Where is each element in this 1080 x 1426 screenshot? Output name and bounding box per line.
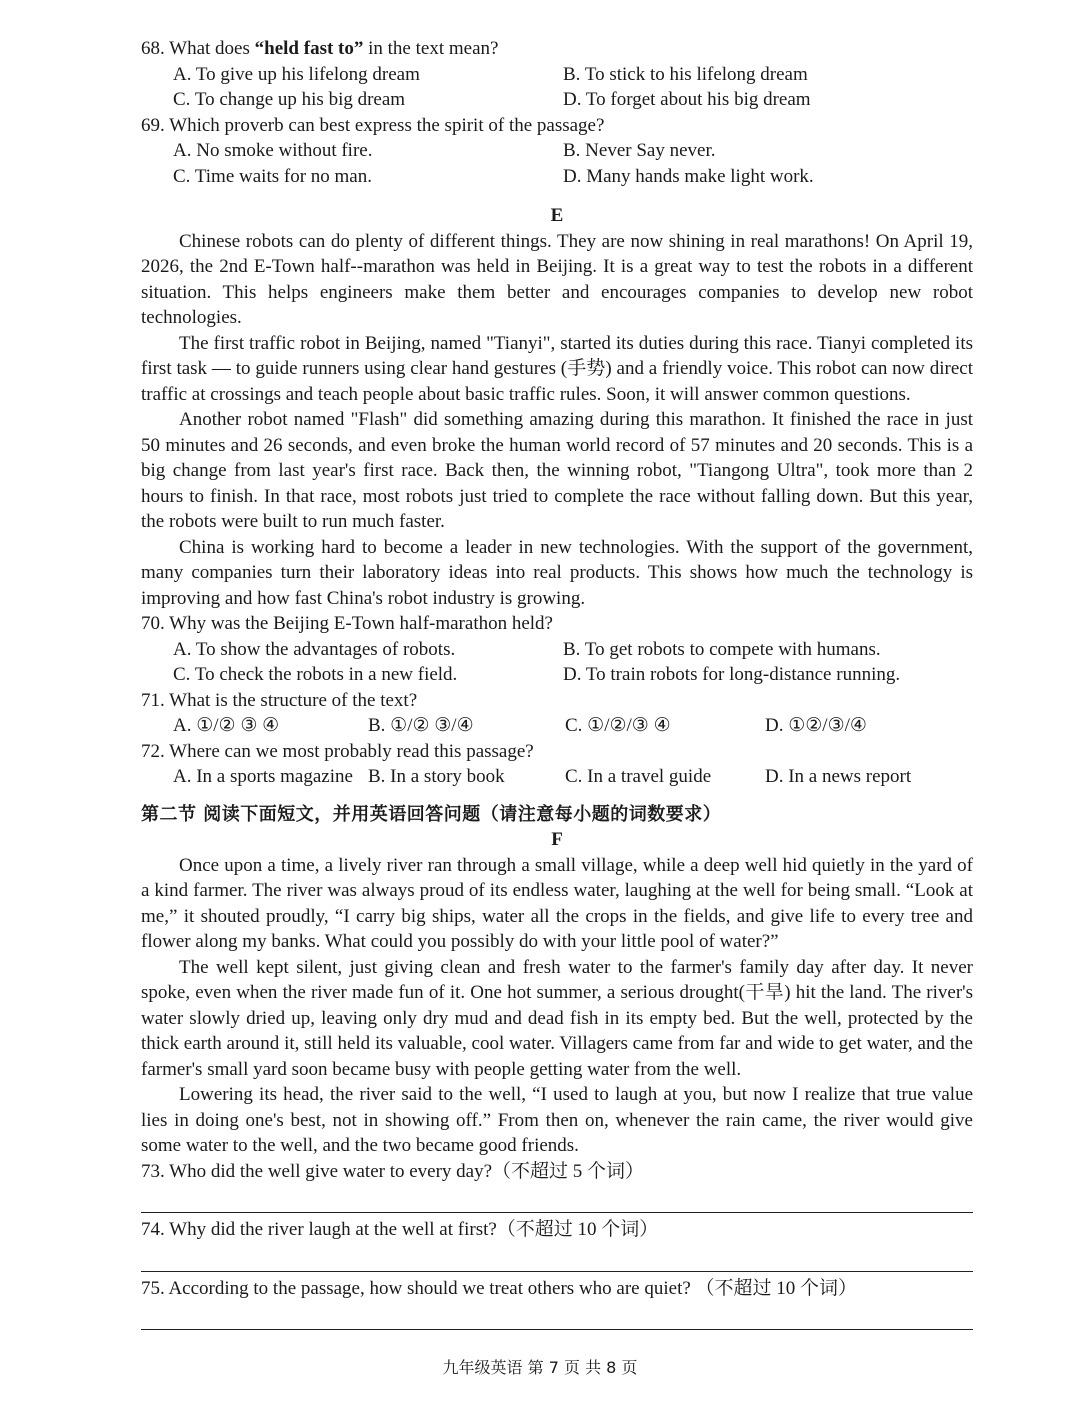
answer-line-73[interactable] [141, 1184, 973, 1213]
question-73-stem: 73. Who did the well give water to every day?（不超过 5 个词） [141, 1160, 645, 1182]
option-68-a: A. To give up his lifelong dream [173, 63, 420, 85]
option-70-b: B. To get robots to compete with humans. [563, 638, 881, 660]
option-69-c: C. Time waits for no man. [173, 165, 372, 187]
page-content [141, 36, 973, 1334]
section-e-paragraph-1: Chinese robots can do plenty of different things. They are now shining in real marathons! On April 19, 2026, the 2nd E-Town half--marathon was held in Beijing. It is a great way to test the robots in a different situation. This helps engineers make them better and encourages companies to develop new robot technologies. [141, 230, 973, 328]
section-f-passage [141, 853, 973, 1159]
option-72-a: A. In a sports magazine [173, 766, 353, 787]
question-73 [141, 1159, 973, 1214]
answer-line-75[interactable] [141, 1301, 973, 1330]
question-71 [141, 688, 973, 739]
option-68-d: D. To forget about his big dream [563, 89, 811, 110]
option-72-c: C. In a travel guide [565, 766, 712, 787]
section-e-paragraph-4: China is working hard to become a leader in new technologies. With the support of the government, many companies turn their laboratory ideas into real products. This shows how much the technology is improving and how fast China's robot industry is growing. [141, 536, 973, 609]
option-72-d: D. In a news report [765, 766, 912, 787]
option-71-d: D. ①②/③/④ [765, 715, 867, 736]
option-69-b: B. Never Say never. [563, 140, 716, 161]
option-68-b: B. To stick to his lifelong dream [563, 63, 808, 85]
section-e-passage [141, 229, 973, 612]
section-f-letter: F [551, 829, 563, 850]
question-69 [141, 113, 973, 190]
question-70-options [141, 637, 973, 688]
question-71-options [141, 713, 973, 739]
question-69-stem: 69. Which proverb can best express the spirit of the passage? [141, 114, 605, 136]
section-e-letter: E [550, 205, 564, 226]
section-e-paragraph-3: Another robot named "Flash" did something amazing during this marathon. It finished the race in just 50 minutes and 26 seconds, and even broke the human world record of 57 minutes and 20 seconds. This is a big change from last year's first race. Back then, the winning robot, "Tiangong Ultra", took more than 2 hours to finish. In that race, most robots just tried to complete the race without falling down. But this year, the robots were built to run much faster. [141, 409, 973, 532]
part-2-title: 第二节 阅读下面短文，并用英语回答问题（请注意每小题的词数要求） [141, 803, 722, 825]
question-72-options [141, 764, 973, 790]
question-68-options [141, 62, 973, 113]
section-f-paragraph-2: The well kept silent, just giving clean and fresh water to the farmer's family day after day. It never spoke, even when the river made fun of it. One hot summer, a serious drought(干旱) hit the land. The river's water slowly dried up, leaving only dry mud and dead fish in its empty bed. But the well, protected by the thick earth around it, still held its valuable, cool water. Villagers came from far and wide to get water, and the farmer's small yard soon became busy with people getting water from the well. [141, 956, 973, 1080]
section-f-paragraph-3: Lowering its head, the river said to the well, “I used to laugh at you, but now I realize that true value lies in doing one's best, not in showing off.” From then on, whenever the rain came, the river would give some water to the well, and the two became good friends. [141, 1084, 973, 1156]
question-75 [141, 1276, 973, 1331]
option-68-c: C. To change up his big dream [173, 89, 406, 110]
option-71-b: B. ①/② ③/④ [368, 715, 474, 736]
question-75-stem: 75. According to the passage, how should we treat others who are quiet? （不超过 10 个词） [141, 1277, 858, 1299]
question-68 [141, 36, 973, 113]
question-71-stem: 71. What is the structure of the text? [141, 689, 418, 711]
option-71-a: A. ①/② ③ ④ [173, 715, 280, 736]
option-69-d: D. Many hands make light work. [563, 165, 814, 187]
option-70-a: A. To show the advantages of robots. [173, 638, 456, 660]
option-70-c: C. To check the robots in a new field. [173, 664, 458, 685]
question-69-options [141, 138, 973, 189]
page-footer: 九年级英语 第 7 页 共 8 页 [442, 1358, 638, 1377]
answer-line-74[interactable] [141, 1243, 973, 1272]
question-70-stem: 70. Why was the Beijing E-Town half-marathon held? [141, 613, 553, 634]
question-70 [141, 611, 973, 688]
option-71-c: C. ①/②/③ ④ [565, 715, 671, 736]
question-74-stem: 74. Why did the river laugh at the well at first?（不超过 10 个词） [141, 1219, 659, 1240]
section-e-paragraph-2: The first traffic robot in Beijing, named "Tianyi", started its duties during this race. Tianyi completed its first task — to guide runners using clear hand gestures (手势) and a friendly voice. This robot can now direct traffic at crossings and teach people about basic traffic rules. Soon, it will answer common questions. [141, 332, 973, 405]
option-69-a: A. No smoke without fire. [173, 140, 373, 161]
section-f-paragraph-1: Once upon a time, a lively river ran through a small village, while a deep well hid quietly in the yard of a kind farmer. The river was always proud of its endless water, laughing at the well for being small. “Look at me,” it shouted proudly, “I carry big ships, water all the crops in the fields, and give life to every tree and flower along my banks. What could you possibly do with your little pool of water?” [141, 854, 973, 952]
question-72-stem: 72. Where can we most probably read this passage? [141, 740, 534, 762]
question-68-phrase: “held fast to” [254, 38, 364, 59]
question-72 [141, 739, 973, 790]
option-70-d: D. To train robots for long-distance running. [563, 664, 901, 685]
question-68-stem: 68. What does “held fast to” in the text mean? [141, 38, 499, 59]
option-72-b: B. In a story book [368, 766, 505, 787]
question-74 [141, 1217, 973, 1272]
